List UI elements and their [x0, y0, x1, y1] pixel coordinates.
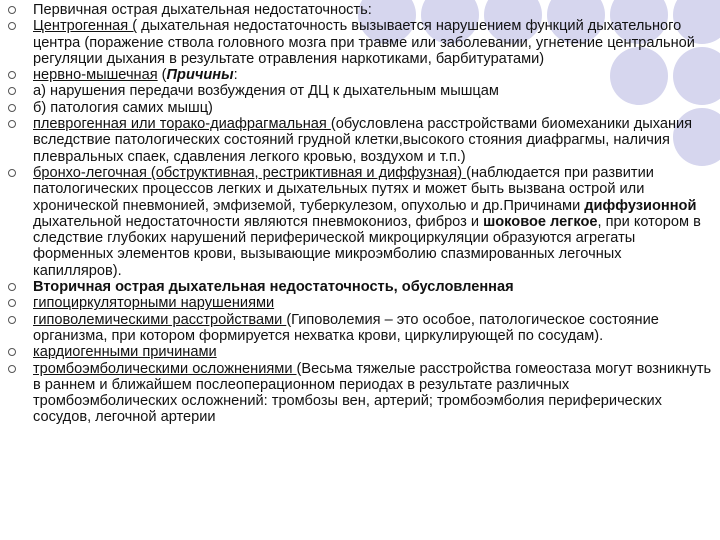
bullet-icon: [8, 283, 16, 291]
bullet-icon: [8, 169, 16, 177]
bullet-icon: [8, 71, 16, 79]
list-item-centrogenic: [8, 18, 713, 67]
bullet-icon: [8, 348, 16, 356]
description-text: (Весьма тяжелые расстройства гомеостаза могут возникнуть в раннем и ближайшем послеоперационном периодах в результате различных тромбоэмболических осложнений: тромбозы вен, артерий; тромбоэмболия периферических сосудов, легочной артерии: [33, 360, 712, 426]
heading-text: Первичная острая дыхательная недостаточность:: [33, 2, 372, 18]
bullet-list: [8, 2, 713, 426]
bullet-icon: [8, 120, 16, 128]
term-link: гиповолемическими расстройствами: [33, 311, 287, 328]
term-link: кардиогенными причинами: [33, 344, 217, 361]
bullet-icon: [8, 87, 16, 95]
description-text: (Гиповолемия – это особое, патологическое состояние организма, при котором формируется нехватка крови, циркулирующей по сосудам).: [33, 311, 659, 344]
description-text: (обусловлена расстройствами биомеханики дыхания вследствие патологических состояний грудной клетки,высокого стояния диафрагмы, наличия плевральных спаек, сдавления легкого кровью, воздухом и т.п.): [33, 116, 693, 165]
term-link: тромбоэмболическими осложнениями: [33, 360, 297, 377]
list-item-primary-heading: [8, 2, 713, 18]
bullet-icon: [8, 365, 16, 373]
bold-term: шоковое легкое: [483, 213, 598, 230]
bullet-icon: [8, 22, 16, 30]
list-item-cardiogenic: [8, 344, 713, 360]
description-text: , при котором в следствие глубоких нарушений периферической микроциркуляции образуются агрегаты форменных элементов крови, вызывающие микроэмболию спазмированных легочных капилляров).: [33, 213, 701, 279]
term-link: гипоциркуляторными нарушениями: [33, 295, 275, 312]
description-text: дыхательной недостаточности являются пневмокониоз, фиброз и: [33, 213, 484, 230]
term-link: бронхо-легочная (обструктивная, рестриктивная и диффузная): [33, 164, 467, 181]
description-text: дыхательная недостаточность вызывается нарушением функций дыхательного центра (поражение ствола головного мозга при травме или заболевании, угнетение центральной регуляции дыхания в результате отравления наркотиками, барбитуратами): [33, 18, 695, 67]
heading-text: Вторичная острая дыхательная недостаточность, обусловленная: [33, 279, 514, 296]
list-item-cause-a: [8, 83, 713, 99]
description-text: (: [157, 67, 167, 84]
bold-term: диффузионной: [584, 197, 697, 214]
bullet-icon: [8, 104, 16, 112]
description-text: :: [233, 67, 238, 84]
list-item-hypovolemic: [8, 312, 713, 345]
description-text: б) патология самих мышц): [33, 99, 213, 116]
causes-label: Причины: [166, 67, 234, 84]
list-item-hypocirculatory: [8, 295, 713, 311]
list-item-bronchopulmonary: [8, 165, 713, 279]
list-item-neuromuscular: [8, 67, 713, 83]
bullet-icon: [8, 6, 16, 14]
description-text: (наблюдается при развитии патологических процессов легких и дыхательных путях и может быть вызвана острой или хронической пневмонией, эмфиземой, туберкулезом, опухолью и др.Причинами: [33, 164, 654, 214]
term-link: плеврогенная или торако-диафрагмальная: [33, 116, 331, 133]
bullet-icon: [8, 299, 16, 307]
list-item-cause-b: [8, 100, 713, 116]
bullet-icon: [8, 316, 16, 324]
list-item-thromboembolic: [8, 361, 713, 426]
list-item-pleurogenic: [8, 116, 713, 165]
term-link: Центрогенная (: [33, 18, 138, 35]
term-link: нервно-мышечная: [33, 67, 158, 84]
description-text: а) нарушения передачи возбуждения от ДЦ к дыхательным мышцам: [33, 83, 499, 100]
list-item-secondary-heading: [8, 279, 713, 295]
